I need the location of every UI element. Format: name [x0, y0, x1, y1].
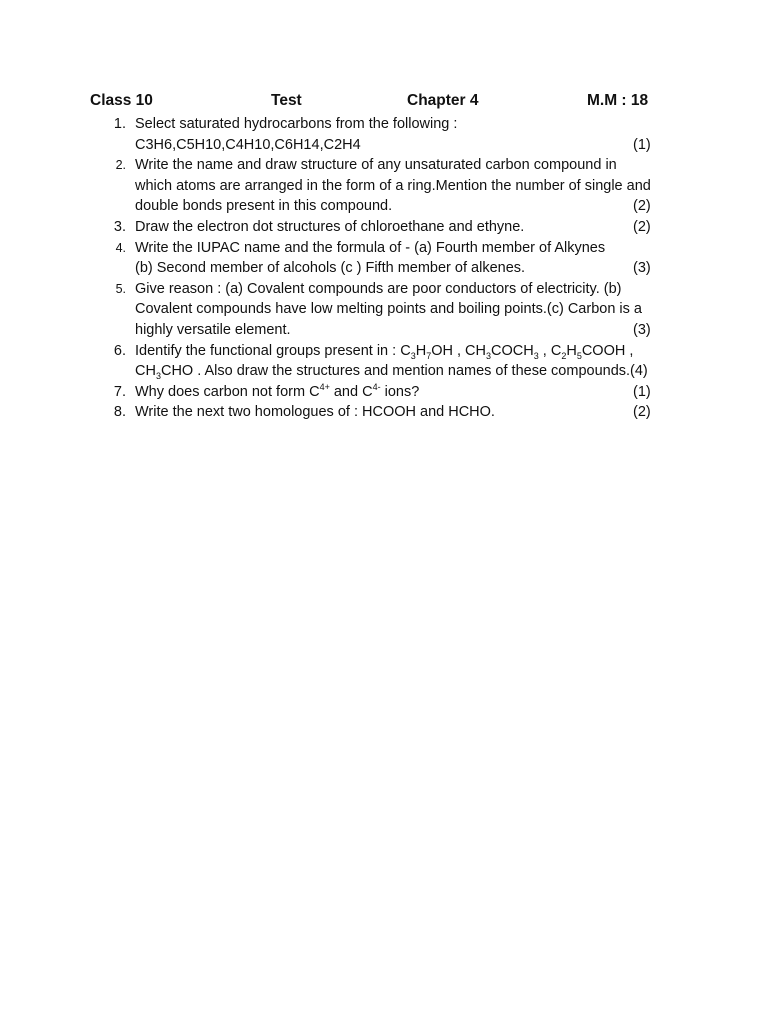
formula-acetone: $CH_3COCH_3$ [465, 342, 539, 361]
question-7 [0, 382, 768, 403]
question-4 [0, 238, 768, 279]
question-8 [0, 402, 768, 423]
question-text-line: Write the IUPAC name and the formula of - (a) Fourth member of Alkynes [135, 239, 606, 256]
test-header [0, 92, 768, 114]
question-text-line: Covalent compounds have low melting points and boiling points.(c) Carbon is a [135, 301, 642, 318]
test-label: Test [271, 92, 302, 109]
question-number: 6. [113, 342, 126, 359]
question-marks: (2) [633, 218, 651, 235]
question-5 [0, 279, 768, 341]
question-number: 7. [113, 383, 126, 400]
question-marks: (3) [633, 260, 651, 277]
max-marks-label: M.M : 18 [587, 92, 649, 109]
question-text-line: Why does carbon not form $C^{4+}$ and $C^{4-}$ ions? [135, 381, 420, 400]
question-text-line: Write the name and draw structure of any unsaturated carbon compound in [135, 157, 617, 174]
formula-acetaldehyde: $CH_3$ [135, 363, 161, 382]
question-2 [0, 155, 768, 217]
question-text-line: Select saturated hydrocarbons from the following : [135, 116, 458, 132]
question-text-line: (b) Second member of alcohols (c ) Fifth member of alkenes. [135, 260, 526, 277]
class-label: Class 10 [90, 92, 153, 109]
question-text: CHO . Also draw the structures and mention names of these compounds.(4) [160, 363, 648, 380]
question-text-line [135, 361, 675, 382]
question-3 [0, 217, 768, 238]
question-text-line: Give reason : (a) Covalent compounds are poor conductors of electricity. (b) [135, 280, 622, 297]
question-marks: (1) [633, 383, 651, 400]
formula-propanol: $C_3H_7OH$ [400, 342, 453, 361]
question-marks: (2) [633, 198, 651, 215]
question-6 [0, 341, 768, 382]
question-number: 4. [115, 240, 126, 255]
question-list [0, 114, 768, 423]
question-number: 2. [115, 158, 126, 173]
question-text-line: double bonds present in this compound. [135, 198, 393, 215]
question-text: Identify the functional groups present in : [135, 342, 401, 359]
chapter-label: Chapter 4 [407, 92, 479, 109]
question-text-line: Write the next two homologues of : HCOOH and HCHO. [135, 404, 495, 421]
question-text-line: Draw the electron dot structures of chloroethane and ethyne. [135, 218, 525, 235]
formula-propanoic-acid: $C_2H_5COOH$ [550, 342, 626, 361]
question-marks: (1) [633, 136, 651, 153]
question-text-line: Identify the functional groups present in : $C_3H_7OH$ , $CH_3COCH_3$ , $C_2H_5COOH$ , [135, 342, 634, 361]
question-1 [0, 114, 768, 155]
question-marks: (3) [633, 321, 651, 338]
question-number: 1. [113, 116, 126, 132]
question-number: 8. [113, 404, 126, 421]
question-number: 3. [113, 218, 126, 235]
question-text-line: highly versatile element. [135, 321, 291, 338]
question-text-line: which atoms are arranged in the form of a ring.Mention the number of single and [135, 177, 651, 194]
question-number: 5. [115, 281, 126, 296]
question-text-line: C3H6,C5H10,C4H10,C6H14,C2H4 [135, 136, 361, 153]
question-marks: (2) [633, 404, 651, 421]
